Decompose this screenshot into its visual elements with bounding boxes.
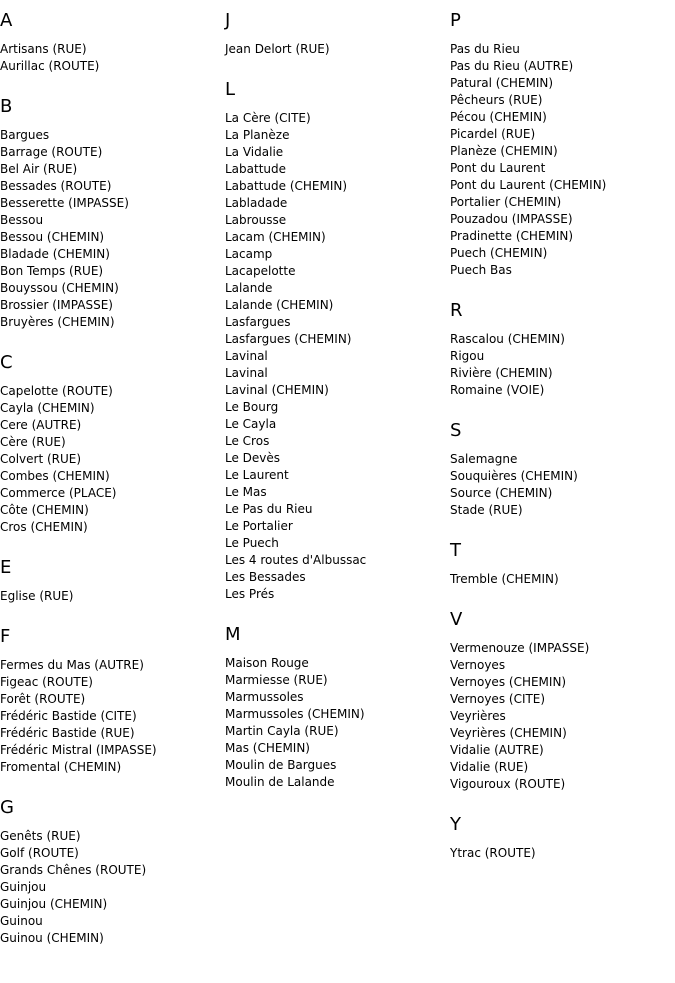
street-name-item: Frédéric Bastide (RUE): [0, 726, 135, 740]
street-name-item: Barrage (ROUTE): [0, 145, 103, 159]
street-name-item: Colvert (RUE): [0, 452, 82, 466]
letter-section: [450, 300, 675, 399]
street-name-item: Golf (ROUTE): [0, 846, 79, 860]
street-name-item: Lasfargues (CHEMIN): [225, 332, 352, 346]
letter-section: [0, 557, 224, 605]
street-name-item: Portalier (CHEMIN): [450, 195, 562, 209]
street-name-item: Bruyères (CHEMIN): [0, 315, 115, 329]
street-name-item: Vidalie (RUE): [450, 760, 529, 774]
street-name-item: Le Laurent: [225, 468, 289, 482]
letter-section: [0, 96, 224, 331]
street-name-item: Lalande: [225, 281, 273, 295]
street-name-item: Guinou (CHEMIN): [0, 931, 104, 945]
street-name-item: Source (CHEMIN): [450, 486, 553, 500]
street-name-item: Veyrières: [450, 709, 506, 723]
street-name-item: Lavinal: [225, 349, 268, 363]
street-name-item: Lacam (CHEMIN): [225, 230, 326, 244]
street-index-column-1: [0, 0, 224, 968]
street-name-item: Pas du Rieu (AUTRE): [450, 59, 574, 73]
street-name-item: Marmiesse (RUE): [225, 673, 328, 687]
street-name-item: Guinjou (CHEMIN): [0, 897, 108, 911]
street-name-item: Rivière (CHEMIN): [450, 366, 553, 380]
street-name-item: Bladade (CHEMIN): [0, 247, 110, 261]
street-name-item: Les Bessades: [225, 570, 306, 584]
section-letter-heading: Y: [450, 814, 461, 835]
street-name-item: Vidalie (AUTRE): [450, 743, 544, 757]
street-name-item: Le Cros: [225, 434, 270, 448]
street-name-item: Vernoyes: [450, 658, 506, 672]
street-name-item: Besserette (IMPASSE): [0, 196, 129, 210]
street-name-item: Puech Bas: [450, 263, 512, 277]
street-name-item: Veyrières (CHEMIN): [450, 726, 567, 740]
street-name-item: Les Prés: [225, 587, 275, 601]
letter-section: [450, 420, 675, 519]
street-name-item: Cayla (CHEMIN): [0, 401, 95, 415]
street-name-item: Figeac (ROUTE): [0, 675, 93, 689]
street-name-item: Pradinette (CHEMIN): [450, 229, 574, 243]
street-name-item: Pécou (CHEMIN): [450, 110, 547, 124]
street-name-item: La Planèze: [225, 128, 290, 142]
street-name-item: Capelotte (ROUTE): [0, 384, 113, 398]
section-letter-heading: L: [225, 79, 236, 100]
street-name-item: Vernoyes (CHEMIN): [450, 675, 567, 689]
street-name-item: La Cère (CITE): [225, 111, 311, 125]
street-name-item: Maison Rouge: [225, 656, 309, 670]
street-name-item: Lasfargues: [225, 315, 291, 329]
street-name-item: Lavinal: [225, 366, 268, 380]
section-letter-heading: G: [0, 797, 14, 818]
letter-section: [225, 10, 449, 58]
letter-section: [0, 797, 224, 947]
street-name-item: Pont du Laurent: [450, 161, 546, 175]
letter-section: [225, 79, 449, 603]
letter-section: [450, 540, 675, 588]
street-name-item: Marmussoles (CHEMIN): [225, 707, 365, 721]
section-letter-heading: T: [450, 540, 461, 561]
street-name-item: Fromental (CHEMIN): [0, 760, 122, 774]
street-name-item: Rascalou (CHEMIN): [450, 332, 565, 346]
street-name-item: Marmussoles: [225, 690, 304, 704]
section-letter-heading: C: [0, 352, 13, 373]
street-name-item: Bessou (CHEMIN): [0, 230, 105, 244]
street-name-item: Commerce (PLACE): [0, 486, 117, 500]
street-name-item: Patural (CHEMIN): [450, 76, 554, 90]
street-name-item: Côte (CHEMIN): [0, 503, 89, 517]
street-name-item: Lacamp: [225, 247, 273, 261]
letter-section: [225, 624, 449, 791]
street-name-item: Cros (CHEMIN): [0, 520, 88, 534]
street-name-item: Souquières (CHEMIN): [450, 469, 578, 483]
street-name-item: Pas du Rieu: [450, 42, 520, 56]
street-name-item: Les 4 routes d'Albussac: [225, 553, 367, 567]
street-name-item: Labladade: [225, 196, 288, 210]
street-name-item: Bel Air (RUE): [0, 162, 78, 176]
street-name-item: Le Mas: [225, 485, 267, 499]
street-name-item: Labrousse: [225, 213, 287, 227]
street-name-item: Bargues: [0, 128, 50, 142]
street-name-item: Artisans (RUE): [0, 42, 87, 56]
street-name-item: Pont du Laurent (CHEMIN): [450, 178, 607, 192]
street-name-item: Frédéric Mistral (IMPASSE): [0, 743, 157, 757]
street-name-item: Martin Cayla (RUE): [225, 724, 339, 738]
street-name-item: Pêcheurs (RUE): [450, 93, 543, 107]
street-name-item: La Vidalie: [225, 145, 284, 159]
street-name-item: Lacapelotte: [225, 264, 296, 278]
section-letter-heading: S: [450, 420, 462, 441]
section-letter-heading: J: [225, 10, 231, 31]
street-name-item: Salemagne: [450, 452, 518, 466]
section-letter-heading: M: [225, 624, 241, 645]
letter-section: [0, 352, 224, 536]
street-name-item: Jean Delort (RUE): [225, 42, 330, 56]
street-name-item: Vermenouze (IMPASSE): [450, 641, 590, 655]
street-name-item: Moulin de Lalande: [225, 775, 335, 789]
street-name-item: Bessades (ROUTE): [0, 179, 112, 193]
letter-section: [450, 10, 675, 279]
street-name-item: Cere (AUTRE): [0, 418, 82, 432]
street-name-item: Grands Chênes (ROUTE): [0, 863, 147, 877]
street-name-item: Combes (CHEMIN): [0, 469, 110, 483]
street-name-item: Bessou: [0, 213, 44, 227]
street-name-item: Eglise (RUE): [0, 589, 74, 603]
street-name-item: Labattude: [225, 162, 287, 176]
section-letter-heading: V: [450, 609, 463, 630]
street-name-item: Brossier (IMPASSE): [0, 298, 113, 312]
street-name-item: Fermes du Mas (AUTRE): [0, 658, 144, 672]
street-index-column-2: [225, 0, 449, 812]
street-name-item: Vigouroux (ROUTE): [450, 777, 566, 791]
street-name-item: Bon Temps (RUE): [0, 264, 104, 278]
street-name-item: Lavinal (CHEMIN): [225, 383, 329, 397]
street-name-item: Romaine (VOIE): [450, 383, 545, 397]
street-name-item: Puech (CHEMIN): [450, 246, 548, 260]
letter-section: [450, 609, 675, 793]
street-name-item: Le Puech: [225, 536, 279, 550]
section-letter-heading: P: [450, 10, 461, 31]
street-name-item: Labattude (CHEMIN): [225, 179, 348, 193]
street-name-item: Ytrac (ROUTE): [450, 846, 536, 860]
street-name-item: Aurillac (ROUTE): [0, 59, 100, 73]
section-letter-heading: F: [0, 626, 11, 647]
street-name-item: Cère (RUE): [0, 435, 66, 449]
street-name-item: Mas (CHEMIN): [225, 741, 310, 755]
letter-section: [0, 10, 224, 75]
street-name-item: Bouyssou (CHEMIN): [0, 281, 119, 295]
section-letter-heading: R: [450, 300, 463, 321]
street-index-column-3: [450, 0, 675, 883]
street-name-item: Tremble (CHEMIN): [450, 572, 559, 586]
street-name-item: Stade (RUE): [450, 503, 523, 517]
street-name-item: Vernoyes (CITE): [450, 692, 546, 706]
street-name-item: Pouzadou (IMPASSE): [450, 212, 573, 226]
street-name-item: Genêts (RUE): [0, 829, 81, 843]
street-name-item: Rigou: [450, 349, 485, 363]
letter-section: [0, 626, 224, 776]
street-name-item: Planèze (CHEMIN): [450, 144, 558, 158]
section-letter-heading: B: [0, 96, 13, 117]
letter-section: [450, 814, 675, 862]
street-name-item: Picardel (RUE): [450, 127, 536, 141]
street-name-item: Le Bourg: [225, 400, 279, 414]
street-name-item: Frédéric Bastide (CITE): [0, 709, 137, 723]
street-name-item: Le Portalier: [225, 519, 293, 533]
street-name-item: Guinjou: [0, 880, 47, 894]
street-name-item: Guinou: [0, 914, 43, 928]
street-name-item: Moulin de Bargues: [225, 758, 337, 772]
section-letter-heading: E: [0, 557, 12, 578]
street-name-item: Forêt (ROUTE): [0, 692, 86, 706]
street-name-item: Le Devès: [225, 451, 281, 465]
street-name-item: Lalande (CHEMIN): [225, 298, 334, 312]
street-name-item: Le Cayla: [225, 417, 277, 431]
street-name-item: Le Pas du Rieu: [225, 502, 313, 516]
section-letter-heading: A: [0, 10, 13, 31]
